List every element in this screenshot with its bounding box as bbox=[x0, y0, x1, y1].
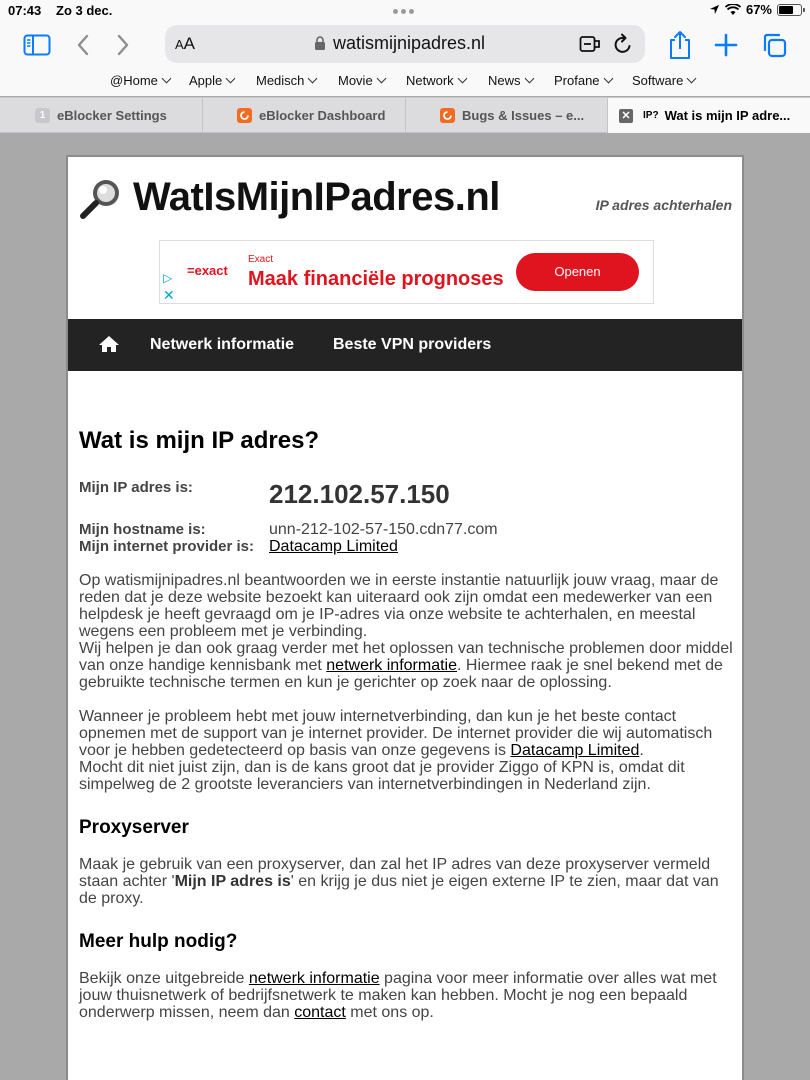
bookmark-folder-movie[interactable] bbox=[338, 73, 385, 88]
url-text: watismijnipadres.nl bbox=[333, 33, 486, 53]
text-span: Wij helpen je dan ook graag verder met het oplossen van technische problemen door middel van onze handige kennisbank met bbox=[79, 640, 733, 674]
provider-paragraph bbox=[79, 708, 735, 793]
text-span: met ons op. bbox=[345, 1004, 434, 1021]
tab-eblocker-settings[interactable] bbox=[0, 98, 203, 133]
chevron-down-icon bbox=[457, 74, 467, 84]
tab-title: eBlocker Dashboard bbox=[259, 108, 386, 123]
ad-close-icon[interactable]: ✕ bbox=[163, 287, 175, 303]
chevron-down-icon bbox=[161, 74, 171, 84]
nav-netwerk-informatie[interactable]: Netwerk informatie bbox=[150, 336, 295, 353]
hostname-value: unn-212-102-57-150.cdn77.com bbox=[269, 521, 498, 538]
tab-wat-is-mijn-ip[interactable] bbox=[608, 98, 810, 133]
netwerk-informatie-link-2[interactable]: netwerk informatie bbox=[248, 970, 380, 987]
multitasking-dots-icon[interactable] bbox=[393, 9, 417, 14]
advertisement-banner[interactable] bbox=[159, 240, 654, 304]
provider-link-inline[interactable]: Datacamp Limited bbox=[510, 742, 640, 759]
home-icon[interactable] bbox=[98, 335, 120, 353]
text-bold: Mijn IP adres is bbox=[174, 873, 291, 890]
contact-link[interactable]: contact bbox=[294, 1004, 346, 1021]
text-span: Mocht dit niet juist zijn, dan is de kans groot dat je provider Ziggo of KPN is, omdat dit simpelweg de 2 grootste leveranciers van internetverbindingen in Nederland zijn. bbox=[79, 759, 685, 793]
text-span: Bekijk onze uitgebreide bbox=[79, 970, 249, 987]
text-span: Maak je gebruik van een proxyserver, dan zal het IP adres van deze proxyserver vermeld staan achter ' bbox=[79, 856, 711, 890]
bookmark-label: Apple bbox=[189, 73, 223, 88]
chevron-down-icon bbox=[226, 74, 236, 84]
browser-toolbar bbox=[0, 22, 810, 68]
text-span: Op watismijnipadres.nl beantwoorden we in eerste instantie natuurlijk jouw vraag, maar de reden dat je deze website bezoekt kan uiteraard ook zijn omdat een medewerker van een helpdesk je heeft gevraagd om je IP-adres via onze website te achterhalen, en meestal wegens een probleem met je verbinding. bbox=[79, 572, 719, 640]
close-tab-icon[interactable]: ✕ bbox=[619, 109, 633, 123]
share-icon[interactable] bbox=[665, 30, 695, 60]
bookmark-label: @Home bbox=[110, 73, 158, 88]
text-span: ' en krijg je dus niet je eigen externe IP te zien, maar dat van de proxy. bbox=[79, 873, 719, 907]
status-bar bbox=[0, 0, 810, 22]
location-icon bbox=[709, 4, 720, 15]
provider-link[interactable]: Datacamp Limited bbox=[269, 538, 398, 555]
chevron-down-icon bbox=[687, 74, 697, 84]
tab-title: Wat is mijn IP adre... bbox=[664, 108, 791, 123]
address-bar[interactable] bbox=[165, 25, 645, 63]
hostname-row bbox=[79, 521, 735, 538]
bookmark-folder-news[interactable] bbox=[488, 73, 533, 88]
proxyserver-heading: Proxyserver bbox=[79, 817, 189, 838]
back-icon[interactable] bbox=[68, 30, 98, 60]
tab-title: eBlocker Settings bbox=[57, 108, 167, 123]
tab-bar bbox=[0, 97, 810, 133]
web-page bbox=[66, 155, 744, 1080]
bookmark-label: Software bbox=[632, 73, 684, 88]
bookmark-folder-software[interactable] bbox=[632, 73, 695, 88]
ip-favicon-label: IP? bbox=[643, 110, 659, 121]
magnifier-icon bbox=[79, 176, 123, 220]
chevron-down-icon bbox=[376, 74, 386, 84]
intro-paragraph bbox=[79, 572, 735, 691]
site-logo-text: WatIsMijnIPadres.nl bbox=[133, 175, 500, 219]
tab-title: Bugs & Issues – e... bbox=[462, 108, 585, 123]
ip-address-value: 212.102.57.150 bbox=[269, 479, 450, 509]
bookmark-folder-home[interactable] bbox=[110, 73, 170, 88]
wifi-icon bbox=[725, 4, 741, 16]
status-time: 07:43 bbox=[8, 3, 42, 18]
site-navigation bbox=[68, 319, 744, 371]
chevron-down-icon bbox=[603, 74, 613, 84]
meer-hulp-heading: Meer hulp nodig? bbox=[79, 931, 238, 952]
bookmark-folder-apple[interactable] bbox=[189, 73, 234, 88]
text-span: Wanneer je probleem hebt met jouw internetverbinding, dan kun je het beste contact opnemen met de support van je internet provider. De internet provider die wij automatisch voor je hebben gedetecteerd op basis van onze gegevens is bbox=[79, 708, 713, 759]
reader-options-button[interactable] bbox=[175, 34, 195, 54]
bookmark-label: News bbox=[488, 73, 521, 88]
tab-eblocker-dashboard[interactable] bbox=[203, 98, 406, 133]
status-date: Zo 3 dec. bbox=[56, 3, 113, 18]
hostname-label: Mijn hostname is: bbox=[79, 521, 206, 538]
chevron-down-icon bbox=[308, 74, 318, 84]
adchoices-icon[interactable]: ▷ bbox=[163, 271, 173, 285]
bookmark-folder-profane[interactable] bbox=[554, 73, 612, 88]
battery-icon bbox=[777, 4, 802, 16]
site-tagline: IP adres achterhalen bbox=[595, 197, 732, 213]
page-title: Wat is mijn IP adres? bbox=[79, 427, 320, 454]
main-content bbox=[79, 427, 735, 1021]
bookmark-folder-network[interactable] bbox=[406, 73, 466, 88]
tab-favicon: 1 bbox=[35, 108, 50, 123]
tab-bugs-issues[interactable] bbox=[406, 98, 608, 133]
tabs-overview-icon[interactable] bbox=[759, 30, 789, 60]
battery-level bbox=[779, 6, 793, 14]
nav-beste-vpn-providers[interactable]: Beste VPN providers bbox=[333, 336, 492, 353]
lock-icon bbox=[314, 36, 326, 51]
ad-headline[interactable]: Maak financiële prognoses bbox=[248, 268, 504, 290]
proxyserver-paragraph bbox=[79, 856, 735, 907]
text-span: pagina voor meer informatie over alles wat met jouw thuisnetwerk of bedrijfsnetwerk te maken kan hebben. Mocht je nog een bepaald onderwerp missen, neem dan bbox=[79, 970, 717, 1021]
text-span: . bbox=[639, 742, 644, 759]
bookmark-label: Medisch bbox=[256, 73, 305, 88]
bookmark-label: Profane bbox=[554, 73, 600, 88]
ad-logo: =exact bbox=[187, 263, 228, 278]
status-indicators bbox=[709, 2, 802, 17]
meer-hulp-paragraph bbox=[79, 970, 735, 1021]
ad-brand: Exact bbox=[248, 254, 274, 265]
aa-small: A bbox=[175, 37, 184, 52]
ip-address-label: Mijn IP adres is: bbox=[79, 479, 193, 496]
forward-icon[interactable] bbox=[108, 30, 138, 60]
bookmark-folder-medisch[interactable] bbox=[256, 73, 316, 88]
eblocker-favicon-icon bbox=[237, 108, 252, 123]
text-span: . Hiermee raak je snel bekend met de gebruikte technische termen en kun je gerichter op zoek naar de oplossing. bbox=[79, 657, 723, 691]
ip-address-row bbox=[79, 479, 735, 521]
ad-cta-button[interactable]: Openen bbox=[516, 253, 639, 291]
battery-percent: 67% bbox=[745, 2, 772, 17]
bookmark-label: Network bbox=[406, 73, 454, 88]
provider-label: Mijn internet provider is: bbox=[79, 538, 255, 555]
aa-big: A bbox=[183, 34, 196, 53]
bookmark-label: Movie bbox=[338, 73, 373, 88]
chevron-down-icon bbox=[524, 74, 534, 84]
sidebar-icon[interactable] bbox=[22, 30, 52, 60]
favorites-bar bbox=[0, 68, 810, 96]
extension-icon[interactable] bbox=[579, 34, 603, 54]
eblocker-favicon-icon bbox=[440, 108, 455, 123]
reload-icon[interactable] bbox=[613, 33, 633, 55]
new-tab-icon[interactable] bbox=[711, 30, 741, 60]
site-logo[interactable] bbox=[79, 175, 500, 220]
provider-row bbox=[79, 538, 735, 555]
netwerk-informatie-link[interactable]: netwerk informatie bbox=[326, 657, 457, 674]
